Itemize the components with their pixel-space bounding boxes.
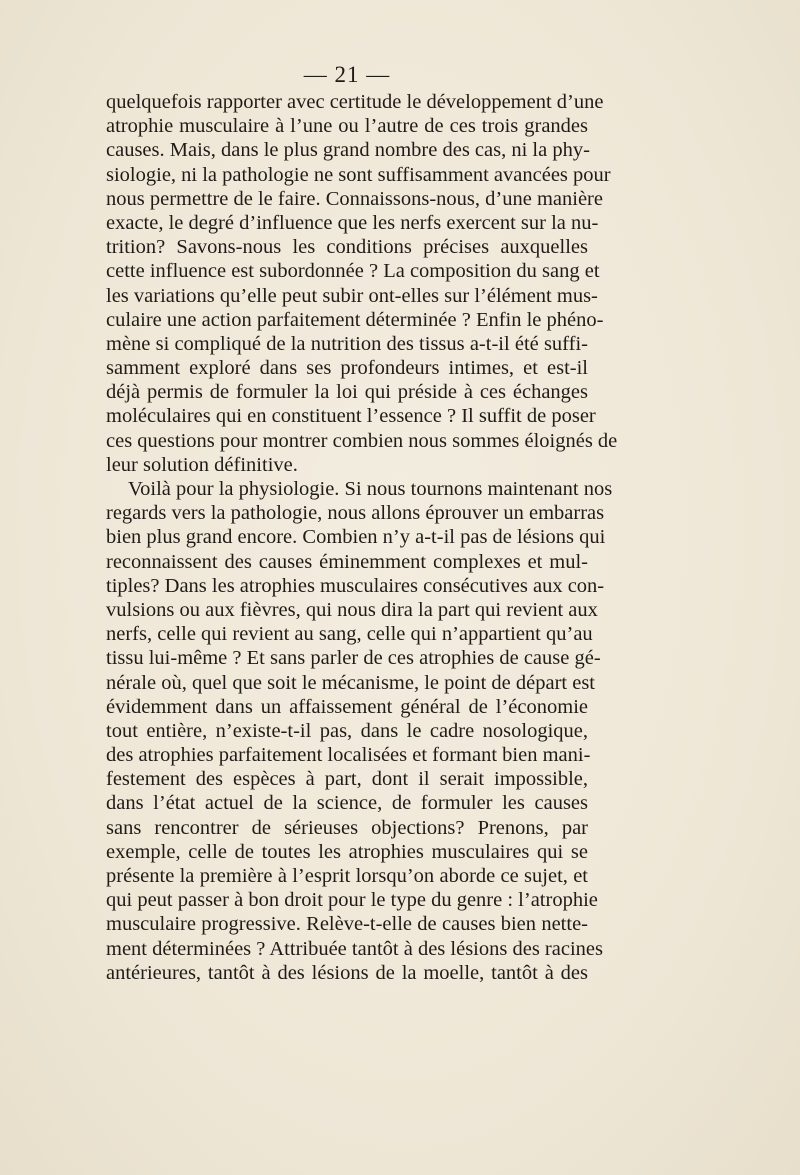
- text-line: siologie, ni la pathologie ne sont suffisamment avancées pour: [106, 163, 611, 186]
- text-line: tout entière, n’existe-t-il pas, dans le cadre nosologique,: [106, 719, 588, 742]
- text-line: des atrophies parfaitement localisées et formant bien mani-: [106, 744, 591, 767]
- text-line: ces questions pour montrer combien nous sommes éloignés de: [106, 429, 618, 452]
- text-line: causes. Mais, dans le plus grand nombre des cas, ni la phy-: [106, 139, 590, 162]
- text-line: présente la première à l’esprit lorsqu’on aborde ce sujet, et: [106, 865, 588, 887]
- text-line: vulsions ou aux fièvres, qui nous dira la part qui revient aux: [106, 598, 598, 621]
- text-line: quelquefois rapporter avec certitude le développement d’une: [106, 91, 604, 113]
- text-line: sans rencontrer de sérieuses objections? Prenons, par: [106, 816, 588, 839]
- text-line: leur solution définitive.: [106, 453, 298, 476]
- text-line: qui peut passer à bon droit pour le type du genre : l’atrophie: [106, 889, 598, 912]
- text-line: trition? Savons-nous les conditions précises auxquelles: [106, 236, 588, 259]
- text-line: musculaire progressive. Relève-t-elle de causes bien nette-: [106, 913, 588, 936]
- text-line: samment exploré dans ses profondeurs intimes, et est-il: [106, 357, 588, 380]
- text-line: ment déterminées ? Attribuée tantôt à des lésions des racines: [106, 937, 603, 960]
- text-line: tissu lui-même ? Et sans parler de ces atrophies de cause gé-: [106, 647, 601, 670]
- text-line: exacte, le degré d’influence que les nerfs exercent sur la nu-: [106, 211, 599, 234]
- text-line: antérieures, tantôt à des lésions de la moelle, tantôt à des: [106, 961, 588, 984]
- text-line: nerfs, celle qui revient au sang, celle qui n’appartient qu’au: [106, 623, 593, 646]
- text-line: regards vers la pathologie, nous allons éprouver un embarras: [106, 502, 605, 525]
- text-line: dans l’état actuel de la science, de formuler les causes: [106, 792, 588, 815]
- text-line: festement des espèces à part, dont il serait impossible,: [106, 768, 588, 791]
- text-line: atrophie musculaire à l’une ou l’autre de ces trois grandes: [106, 115, 588, 138]
- text-line: cette influence est subordonnée ? La composition du sang et: [106, 260, 600, 283]
- text-line: Voilà pour la physiologie. Si nous tournons maintenant nos: [128, 478, 613, 500]
- body-text: [106, 90, 618, 985]
- text-line: évidemment dans un affaissement général de l’économie: [106, 695, 588, 718]
- text-line: reconnaissent des causes éminemment complexes et mul-: [106, 550, 588, 573]
- text-line: tiples? Dans les atrophies musculaires consécutives aux con-: [106, 574, 605, 597]
- text-line: exemple, celle de toutes les atrophies musculaires qui se: [106, 840, 588, 863]
- text-line: les variations qu’elle peut subir ont-elles sur l’élément mus-: [106, 284, 598, 307]
- text-line: déjà permis de formuler la loi qui préside à ces échanges: [106, 381, 588, 404]
- page-number: — 21 —: [303, 62, 391, 87]
- text-line: bien plus grand encore. Combien n’y a-t-il pas de lésions qui: [106, 526, 606, 549]
- text-line: culaire une action parfaitement déterminée ? Enfin le phéno-: [106, 308, 604, 331]
- text-line: mène si compliqué de la nutrition des tissus a-t-il été suffi-: [106, 332, 588, 355]
- text-line: nérale où, quel que soit le mécanisme, le point de départ est: [106, 671, 595, 694]
- text-line: nous permettre de le faire. Connaissons-nous, d’une manière: [106, 187, 603, 210]
- text-line: moléculaires qui en constituent l’essence ? Il suffit de poser: [106, 405, 596, 428]
